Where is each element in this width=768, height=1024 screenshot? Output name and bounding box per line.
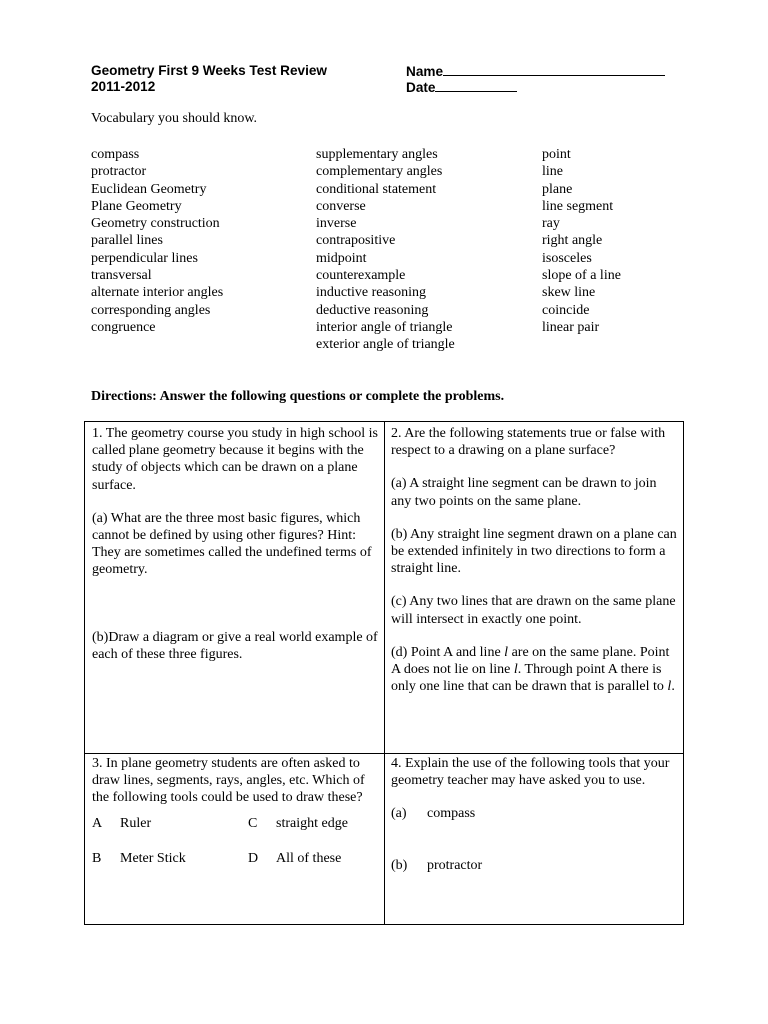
question-2c-text: (c) Any two lines that are drawn on the same plane will intersect in exactly one point. [391, 594, 676, 627]
choice-text: Ruler [120, 815, 152, 831]
vocab-term: skew line [542, 285, 596, 301]
vocab-term: plane [542, 181, 573, 197]
vocab-term: isosceles [542, 250, 592, 266]
date-field[interactable] [406, 79, 517, 96]
vocabulary-column-3 [542, 146, 621, 336]
choice-a[interactable] [92, 815, 151, 832]
choice-text: straight edge [276, 815, 348, 831]
line-l-symbol: l [504, 644, 509, 660]
line-l-symbol: l [667, 679, 672, 695]
question-2-cell [391, 425, 679, 695]
tool-label: (b) [391, 857, 408, 873]
vocab-term: protractor [91, 164, 147, 180]
vocab-term: perpendicular lines [91, 250, 198, 266]
vocab-term: inverse [316, 216, 357, 232]
name-field[interactable] [406, 63, 665, 80]
question-1a-answer-space [92, 595, 378, 629]
name-blank-line[interactable] [443, 63, 665, 76]
question-3-text: 3. In plane geometry students are often asked to draw lines, segments, rays, angles, etc. Which of the following tools could be used to draw these? [92, 756, 365, 806]
tool-name: compass [427, 806, 476, 822]
vocab-term: alternate interior angles [91, 285, 224, 301]
vocab-term: Euclidean Geometry [91, 181, 207, 197]
question-2d-text [391, 644, 679, 696]
vocab-term: right angle [542, 233, 603, 249]
vocabulary-column-2 [316, 146, 455, 354]
vocab-term: Geometry construction [91, 216, 220, 232]
question-3-choices [92, 815, 378, 885]
questions-table [84, 421, 684, 925]
question-2d-part-2: are on the same plane. Point A does not lie on line [391, 644, 670, 678]
vocab-term: point [542, 147, 571, 162]
vocab-term: compass [91, 147, 140, 162]
line-l-symbol: l [513, 662, 518, 678]
vocab-term: supplementary angles [316, 147, 438, 162]
question-3-cell [92, 755, 378, 885]
worksheet-title: Geometry First 9 Weeks Test Review [91, 63, 327, 78]
vocab-term: transversal [91, 268, 152, 284]
choice-d[interactable] [248, 850, 341, 867]
question-2-text: 2. Are the following statements true or false with respect to a drawing on a plane surface? [391, 426, 666, 459]
question-4-text: 4. Explain the use of the following tools that your geometry teacher may have asked you to use. [391, 756, 670, 789]
vocab-term: inductive reasoning [316, 285, 427, 301]
tool-label: (a) [391, 806, 407, 822]
vocab-term: line [542, 164, 563, 180]
tool-item-protractor [391, 857, 679, 874]
vocab-term: congruence [91, 319, 156, 335]
vocab-term: counterexample [316, 268, 406, 284]
question-1a-text: (a) What are the three most basic figures, which cannot be defined by using other figures? Hint: They are sometimes called the undefined terms of geometry. [92, 510, 372, 578]
vocab-term: ray [542, 216, 560, 232]
choice-text: Meter Stick [120, 850, 186, 866]
question-2b-text: (b) Any straight line segment drawn on a plane can be extended infinitely in two directions to form a straight line. [391, 526, 677, 577]
question-1-cell [92, 425, 378, 663]
question-1b-text: (b)Draw a diagram or give a real world example of each of these three figures. [92, 629, 378, 662]
choice-c[interactable] [248, 815, 348, 832]
tool-item-compass [391, 805, 679, 822]
choice-b[interactable] [92, 850, 186, 867]
vocab-term: line segment [542, 198, 614, 214]
table-divider-vertical [384, 422, 385, 925]
tool-name: protractor [427, 857, 483, 873]
question-1-text: 1. The geometry course you study in high school is called plane geometry because it begins with the study of objects which can be drawn on a plane surface. [92, 426, 378, 493]
directions-heading: Directions: Answer the following questions or complete the problems. [91, 389, 505, 404]
choice-letter: B [92, 850, 102, 866]
choice-letter: D [248, 850, 259, 866]
vocab-term: conditional statement [316, 181, 437, 197]
vocab-term: contrapositive [316, 233, 396, 249]
vocab-term: slope of a line [542, 268, 621, 284]
vocab-term: corresponding angles [91, 302, 211, 318]
table-divider-horizontal [85, 753, 684, 754]
date-blank-line[interactable] [435, 79, 517, 92]
vocab-term: parallel lines [91, 233, 163, 249]
choice-letter: C [248, 815, 258, 831]
vocab-term: exterior angle of triangle [316, 337, 455, 353]
vocab-term: deductive reasoning [316, 302, 429, 318]
question-2d-part-3: . Through point A there is only one line that can be drawn that is parallel to [391, 662, 668, 695]
question-4-cell [391, 755, 679, 874]
question-2a-text: (a) A straight line segment can be drawn to join any two points on the same plane. [391, 476, 657, 509]
vocab-term: linear pair [542, 319, 600, 335]
vocab-term: Plane Geometry [91, 198, 182, 214]
date-label: Date [406, 80, 436, 95]
school-year: 2011-2012 [91, 79, 156, 94]
vocabulary-intro: Vocabulary you should know. [91, 111, 258, 126]
vocab-term: coincide [542, 302, 590, 318]
question-4a-answer-space [391, 823, 679, 857]
name-label: Name [406, 64, 444, 79]
question-2d-part-4: . [671, 679, 675, 695]
vocabulary-column-1 [91, 146, 223, 336]
vocab-term: complementary angles [316, 164, 443, 180]
choice-text: All of these [276, 850, 342, 866]
vocab-term: interior angle of triangle [316, 319, 453, 335]
choice-letter: A [92, 815, 103, 831]
vocab-term: midpoint [316, 250, 367, 266]
vocab-term: converse [316, 198, 366, 214]
question-2d-part-1: (d) Point A and line [391, 644, 505, 660]
